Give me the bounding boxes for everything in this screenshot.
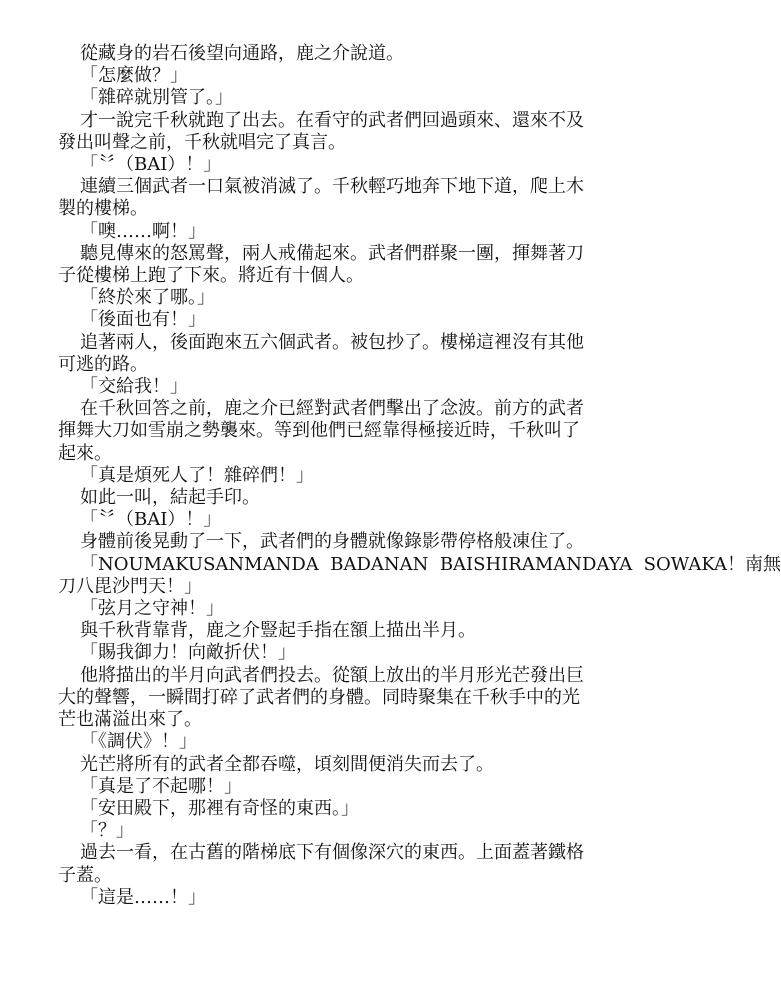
text-line: 過去一看，在古舊的階梯底下有個像深穴的東西。上面蓋著鐵格 [80, 842, 584, 864]
text-line: 「這是……！」 [80, 886, 206, 908]
text-line: 聽見傳來的怒罵聲，兩人戒備起來。武者們群聚一團，揮舞著刀 [80, 242, 584, 264]
text-line: 才一說完千秋就跑了出去。在看守的武者們回過頭來、還來不及 [80, 109, 584, 131]
text-line: 「交給我！」 [80, 376, 188, 398]
text-line: 製的樓梯。 [58, 198, 148, 220]
text-line: 光芒將所有的武者全都吞噬，頃刻間便消失而去了。 [80, 753, 494, 775]
document-page [58, 43, 781, 909]
text-line: 身體前後晃動了一下，武者們的身體就像錄影帶停格般凍住了。 [80, 531, 584, 553]
text-line: 子從樓梯上跑了下來。將近有十個人。 [58, 265, 364, 287]
text-line: 「終於來了哪。」 [80, 287, 215, 309]
text-line: 「後面也有！」 [80, 309, 206, 331]
text-line: 追著兩人，後面跑來五六個武者。被包抄了。樓梯這裡沒有其他 [80, 331, 584, 353]
text-line: 發出叫聲之前，千秋就唱完了真言。 [58, 131, 346, 153]
text-line: 可逃的路。 [58, 353, 148, 375]
text-line: 如此一叫，結起手印。 [80, 487, 260, 509]
text-line: 「噢……啊！」 [80, 220, 206, 242]
text-line: 起來。 [58, 442, 112, 464]
text-line: 與千秋背靠背，鹿之介豎起手指在額上描出半月。 [80, 620, 476, 642]
text-line: 「〝〞（BAI）！」 [80, 509, 222, 531]
text-line: 「真是煩死人了！雜碎們！」 [80, 464, 314, 486]
text-line: 「賜我御力！向敵折伏！」 [80, 642, 296, 664]
text-line: 從藏身的岩石後望向通路，鹿之介說道。 [80, 43, 404, 64]
text-line: 他將描出的半月向武者們投去。從額上放出的半月形光芒發出巨 [80, 664, 584, 686]
text-line: 「NOUMAKUSANMANDA BADANAN BAISHIRAMANDAYA SOWAKA！南無 [80, 553, 781, 575]
text-line: 「安田殿下，那裡有奇怪的東西。」 [80, 797, 359, 819]
text-line: 「《調伏》！」 [80, 731, 197, 753]
text-line: 「怎麼做？」 [80, 65, 188, 87]
text-line: 「雜碎就別管了。」 [80, 87, 233, 109]
text-line: 連續三個武者一口氣被消滅了。千秋輕巧地奔下地下道，爬上木 [80, 176, 584, 198]
text-line: 「弦月之守神！」 [80, 598, 224, 620]
text-line: 「真是了不起哪！」 [80, 775, 242, 797]
text-line: 「？」 [80, 820, 134, 842]
text-line: 芒也滿溢出來了。 [58, 709, 202, 731]
text-line: 揮舞大刀如雪崩之勢襲來。等到他們已經靠得極接近時，千秋叫了 [58, 420, 580, 442]
text-line: 刀八毘沙門天！」 [58, 575, 202, 597]
text-line: 「〝〞（BAI）！」 [80, 154, 222, 176]
text-line: 在千秋回答之前，鹿之介已經對武者們擊出了念波。前方的武者 [80, 398, 584, 420]
text-line: 大的聲響，一瞬間打碎了武者們的身體。同時聚集在千秋手中的光 [58, 686, 580, 708]
text-line: 子蓋。 [58, 864, 112, 886]
